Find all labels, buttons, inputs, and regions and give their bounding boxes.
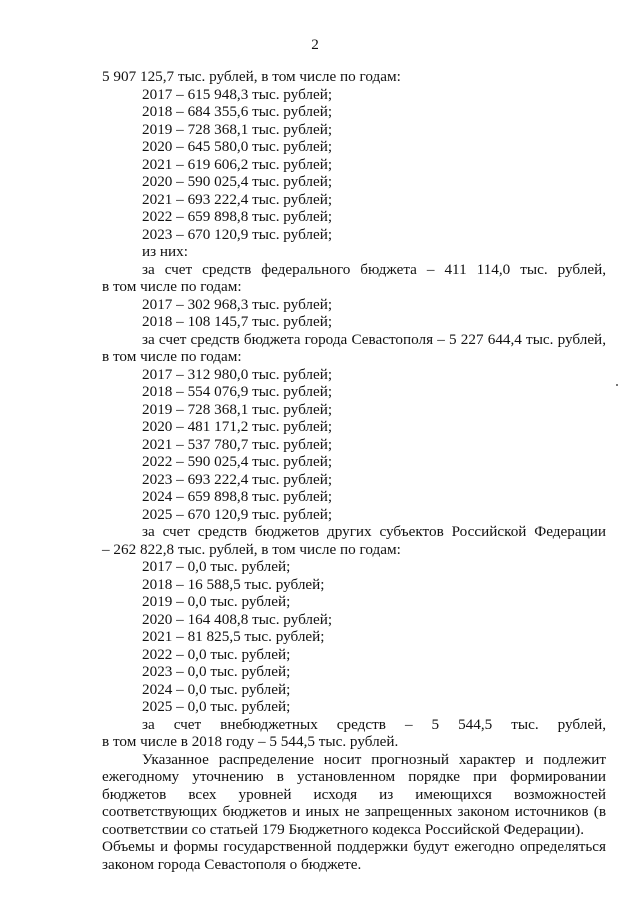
list-item: 2019 – 728 368,1 тыс. рублей; [142, 400, 333, 418]
extrabudgetary-line: за счет внебюджетных средств – 5 544,5 тыс. рублей, [142, 715, 606, 733]
total-funding-line: 5 907 125,7 тыс. рублей, в том числе по годам: [102, 68, 401, 85]
list-item: 2017 – 615 948,3 тыс. рублей; [142, 85, 333, 103]
list-item: 2018 – 684 355,6 тыс. рублей; [142, 103, 333, 120]
total-years-list [102, 86, 606, 244]
list-item: 2021 – 619 606,2 тыс. рублей; [142, 155, 333, 173]
list-item: 2025 – 670 120,9 тыс. рублей; [142, 505, 333, 523]
list-item: 2022 – 659 898,8 тыс. рублей; [142, 208, 333, 225]
list-item: 2018 – 16 588,5 тыс. рублей; [142, 575, 325, 593]
sevastopol-budget-subline: в том числе по годам: [102, 348, 242, 365]
list-item: 2022 – 590 025,4 тыс. рублей; [142, 453, 333, 470]
forecast-paragraph: Указанное распределение носит прогнозный характер и подлежит ежегодному уточнению в установленном порядке при формировании бюджетов всех уровней исходя из имеющихся возможностей соответствующих бюджетов и иных не запрещенных законом источников (в соответствии со статьей 179 Бюджетного кодекса Российской Федерации). [102, 750, 606, 838]
list-item: 2019 – 0,0 тыс. рублей; [142, 593, 291, 610]
list-item: 2024 – 0,0 тыс. рублей; [142, 680, 291, 698]
list-item: 2018 – 108 145,7 тыс. рублей; [142, 313, 333, 330]
list-item: 2020 – 645 580,0 тыс. рублей; [142, 138, 333, 155]
extrabudgetary-subline: в том числе в 2018 году – 5 544,5 тыс. рублей. [102, 733, 399, 750]
list-item: 2020 – 590 025,4 тыс. рублей; [142, 173, 333, 190]
list-item: 2019 – 728 368,1 тыс. рублей; [142, 120, 333, 138]
other-subjects-budget-line: за счет средств бюджетов других субъектов Российской Федерации [142, 523, 606, 540]
list-item: 2017 – 0,0 тыс. рублей; [142, 558, 291, 575]
list-item: 2020 – 481 171,2 тыс. рублей; [142, 418, 333, 435]
scan-speck [616, 384, 618, 386]
list-item: 2023 – 693 222,4 тыс. рублей; [142, 470, 333, 488]
other-subjects-years-list [102, 558, 606, 716]
document-body [102, 68, 606, 873]
list-item: 2023 – 670 120,9 тыс. рублей; [142, 225, 333, 243]
state-support-paragraph: Объемы и формы государственной поддержки будут ежегодно определяться законом города Севастополя о бюджете. [102, 838, 606, 873]
federal-years-list [102, 296, 606, 331]
list-item: 2017 – 302 968,3 тыс. рублей; [142, 295, 333, 313]
list-item: 2024 – 659 898,8 тыс. рублей; [142, 488, 333, 505]
list-item: 2020 – 164 408,8 тыс. рублей; [142, 610, 333, 628]
page-number: 2 [311, 36, 319, 53]
list-item: 2017 – 312 980,0 тыс. рублей; [142, 365, 333, 383]
of-which-label: из них: [142, 243, 188, 260]
sevastopol-budget-line: за счет средств бюджета города Севастополя – 5 227 644,4 тыс. рублей, [142, 330, 606, 348]
list-item: 2021 – 81 825,5 тыс. рублей; [142, 628, 325, 645]
list-item: 2021 – 537 780,7 тыс. рублей; [142, 435, 333, 453]
federal-budget-line: за счет средств федерального бюджета – 411 114,0 тыс. рублей, [142, 260, 606, 278]
sevastopol-years-list [102, 366, 606, 524]
list-item: 2021 – 693 222,4 тыс. рублей; [142, 190, 333, 208]
list-item: 2025 – 0,0 тыс. рублей; [142, 698, 291, 715]
list-item: 2018 – 554 076,9 тыс. рублей; [142, 383, 333, 400]
federal-budget-subline: в том числе по годам: [102, 278, 242, 295]
list-item: 2022 – 0,0 тыс. рублей; [142, 645, 291, 663]
other-subjects-budget-subline: – 262 822,8 тыс. рублей, в том числе по годам: [102, 540, 401, 558]
list-item: 2023 – 0,0 тыс. рублей; [142, 663, 291, 680]
